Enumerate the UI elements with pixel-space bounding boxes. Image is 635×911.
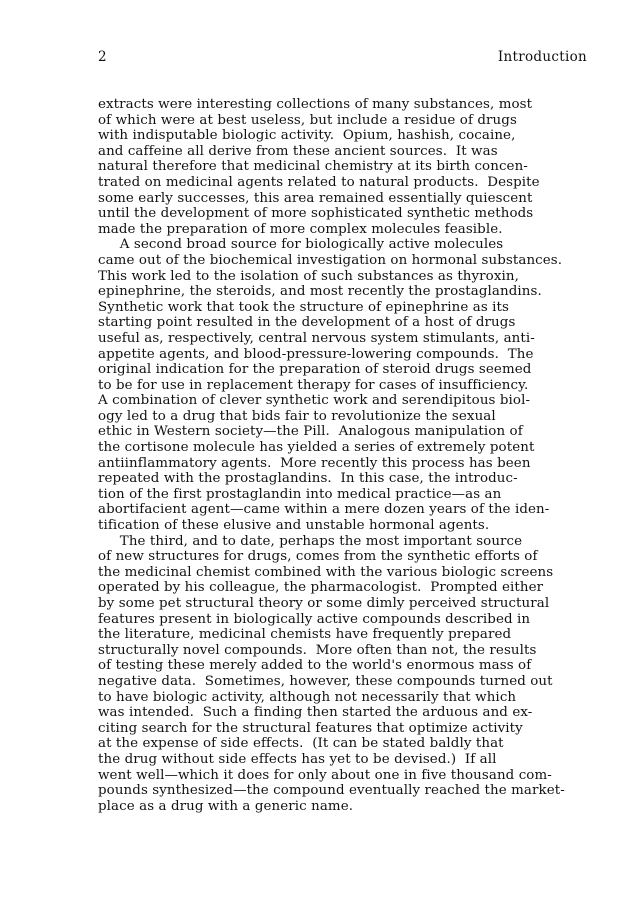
text-line: the medicinal chemist combined with the various biologic screens [98,564,554,580]
text-line: tion of the first prostaglandin into medical practice—as an [98,486,502,502]
text-line: features present in biologically active compounds described in [98,611,531,627]
text-line: ethic in Western society—the Pill. Analogous manipulation of [98,424,523,440]
text-line: was intended. Such a finding then started the arduous and ex- [98,705,533,721]
body-text [98,97,598,814]
text-line: of new structures for drugs, comes from the synthetic efforts of [98,549,538,565]
text-line: to have biologic activity, although not necessarily that which [98,689,517,705]
text-line: antiinflammatory agents. More recently this process has been [98,455,531,471]
text-line: repeated with the prostaglandins. In this case, the introduc- [98,471,518,487]
text-line: came out of the biochemical investigation on hormonal substances. [98,252,563,268]
running-head: Introduction [497,49,587,65]
text-line: original indication for the preparation of steroid drugs seemed [98,362,532,378]
paragraph-3 [98,534,598,815]
text-line: extracts were interesting collections of many substances, most [98,97,533,112]
text-line: of which were at best useless, but include a residue of drugs [98,112,517,128]
text-line: negative data. Sometimes, however, these compounds turned out [98,673,553,689]
text-line: by some pet structural theory or some dimly perceived structural [98,596,550,611]
paragraph-2 [98,237,598,533]
text-line: made the preparation of more complex molecules feasible. [98,221,503,237]
text-line: some early successes, this area remained essentially quiescent [98,190,533,206]
text-line: tification of these elusive and unstable hormonal agents. [98,518,490,534]
text-line: Synthetic work that took the structure of epinephrine as its [98,299,509,315]
text-line: natural therefore that medicinal chemistry at its birth concen- [98,159,528,175]
text-line: citing search for the structural features that optimize activity [98,720,523,736]
text-line: went well—which it does for only about one in five thousand com- [98,767,552,783]
text-line: A second broad source for biologically active molecules [98,237,504,253]
text-line: operated by his colleague, the pharmacologist. Prompted either [98,580,544,596]
text-line: useful as, respectively, central nervous system stimulants, anti- [98,330,535,346]
text-line: structurally novel compounds. More often than not, the results [98,642,537,658]
text-line: appetite agents, and blood-pressure-lowering compounds. The [98,346,534,362]
text-line: with indisputable biologic activity. Opium, hashish, cocaine, [98,128,516,144]
text-line: abortifacient agent—came within a mere dozen years of the iden- [98,502,550,518]
text-line: This work led to the isolation of such substances as thyroxin, [98,268,519,284]
text-line: until the development of more sophisticated synthetic methods [98,206,534,222]
text-line: pounds synthesized—the compound eventually reached the market- [98,783,565,799]
text-line: A combination of clever synthetic work and serendipitous biol- [98,393,531,409]
text-line: trated on medicinal agents related to natural products. Despite [98,174,540,190]
text-line: place as a drug with a generic name. [98,798,354,814]
paragraph-1 [98,97,598,237]
text-line: and caffeine all derive from these ancient sources. It was [98,143,498,159]
text-line: ogy led to a drug that bids fair to revolutionize the sexual [98,408,496,424]
text-line: the drug without side effects has yet to be devised.) If all [98,751,497,767]
text-line: the literature, medicinal chemists have frequently prepared [98,627,512,643]
text-line: at the expense of side effects. (It can be stated baldly that [98,736,504,752]
text-line: of testing these merely added to the world's enormous mass of [98,658,532,674]
text-line: The third, and to date, perhaps the most important source [98,533,523,549]
text-line: to be for use in replacement therapy for cases of insufficiency. [98,377,529,393]
page-number: 2 [98,49,107,65]
text-line: starting point resulted in the development of a host of drugs [98,315,516,331]
text-line: the cortisone molecule has yielded a series of extremely potent [98,440,535,456]
text-line: epinephrine, the steroids, and most recently the prostaglandins. [98,284,542,300]
